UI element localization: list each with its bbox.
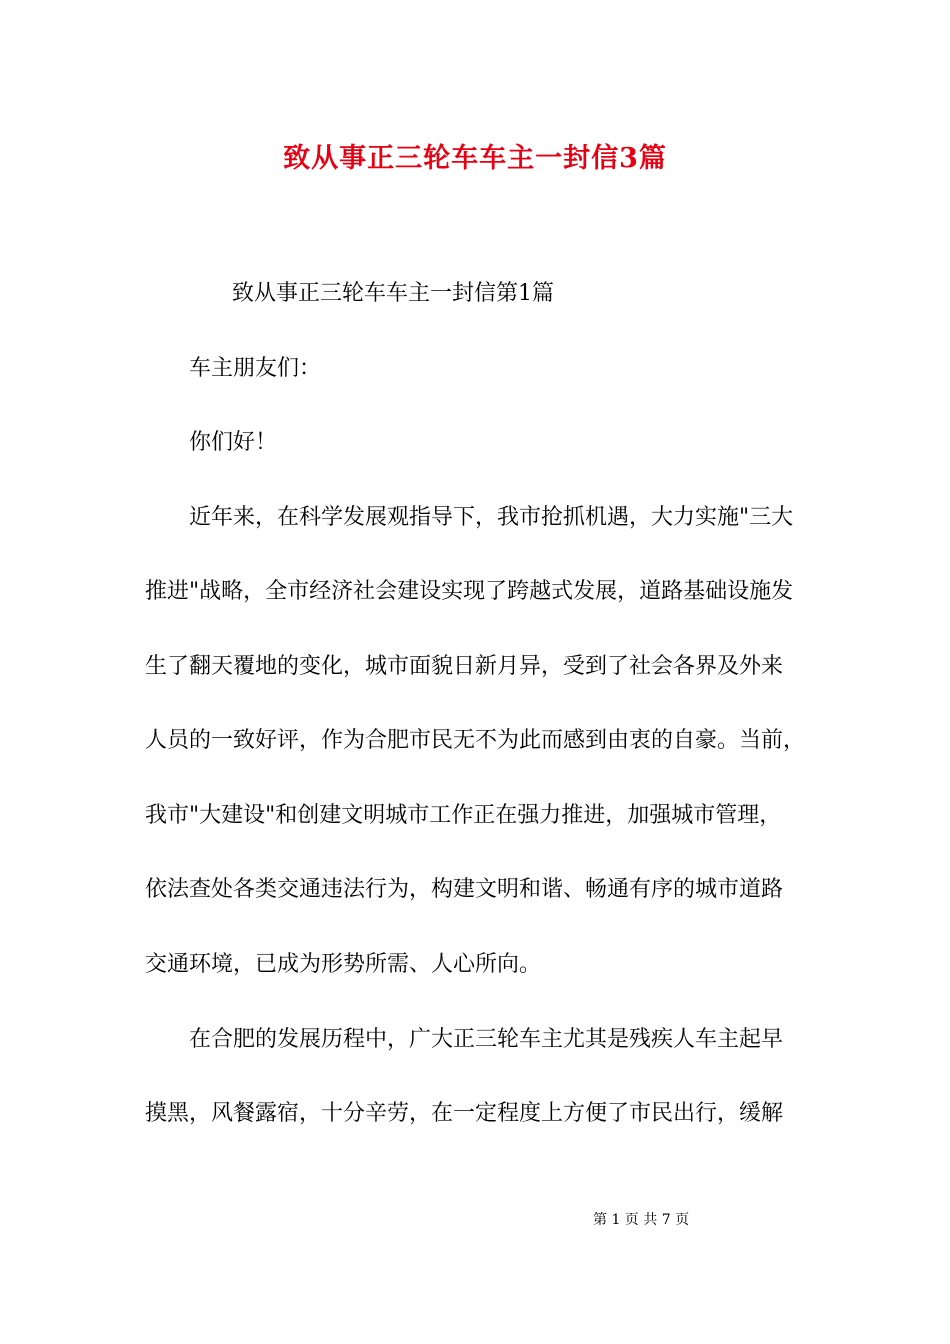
paragraph-line: 摸黑，风餐露宿，十分辛劳，在一定程度上方便了市民出行，缓解	[145, 1101, 784, 1126]
page-title: 致从事正三轮车车主一封信3篇	[283, 143, 667, 174]
subtitle: 致从事正三轮车车主一封信第1篇	[232, 281, 554, 306]
salutation: 车主朋友们：	[189, 356, 322, 381]
greeting: 你们好！	[189, 430, 278, 455]
paragraph-line: 人员的一致好评，作为合肥市民无不为此而感到由衷的自豪。当前，	[145, 728, 806, 753]
page-footer: 第 1 页 共 7 页	[593, 1212, 690, 1228]
paragraph-line: 近年来，在科学发展观指导下，我市抢抓机遇，大力实施"三大	[189, 505, 794, 530]
paragraph-line: 我市"大建设"和创建文明城市工作正在强力推进，加强城市管理，	[145, 803, 782, 828]
paragraph-line: 推进"战略，全市经济社会建设实现了跨越式发展，道路基础设施发	[145, 579, 794, 604]
paragraph-line: 依法查处各类交通违法行为，构建文明和谐、畅通有序的城市道路	[145, 877, 784, 902]
paragraph-line: 在合肥的发展历程中，广大正三轮车主尤其是残疾人车主起早	[189, 1027, 784, 1052]
paragraph-line: 生了翻天覆地的变化，城市面貌日新月异，受到了社会各界及外来	[145, 654, 784, 679]
paragraph-line: 交通环境，已成为形势所需、人心所向。	[145, 952, 542, 977]
